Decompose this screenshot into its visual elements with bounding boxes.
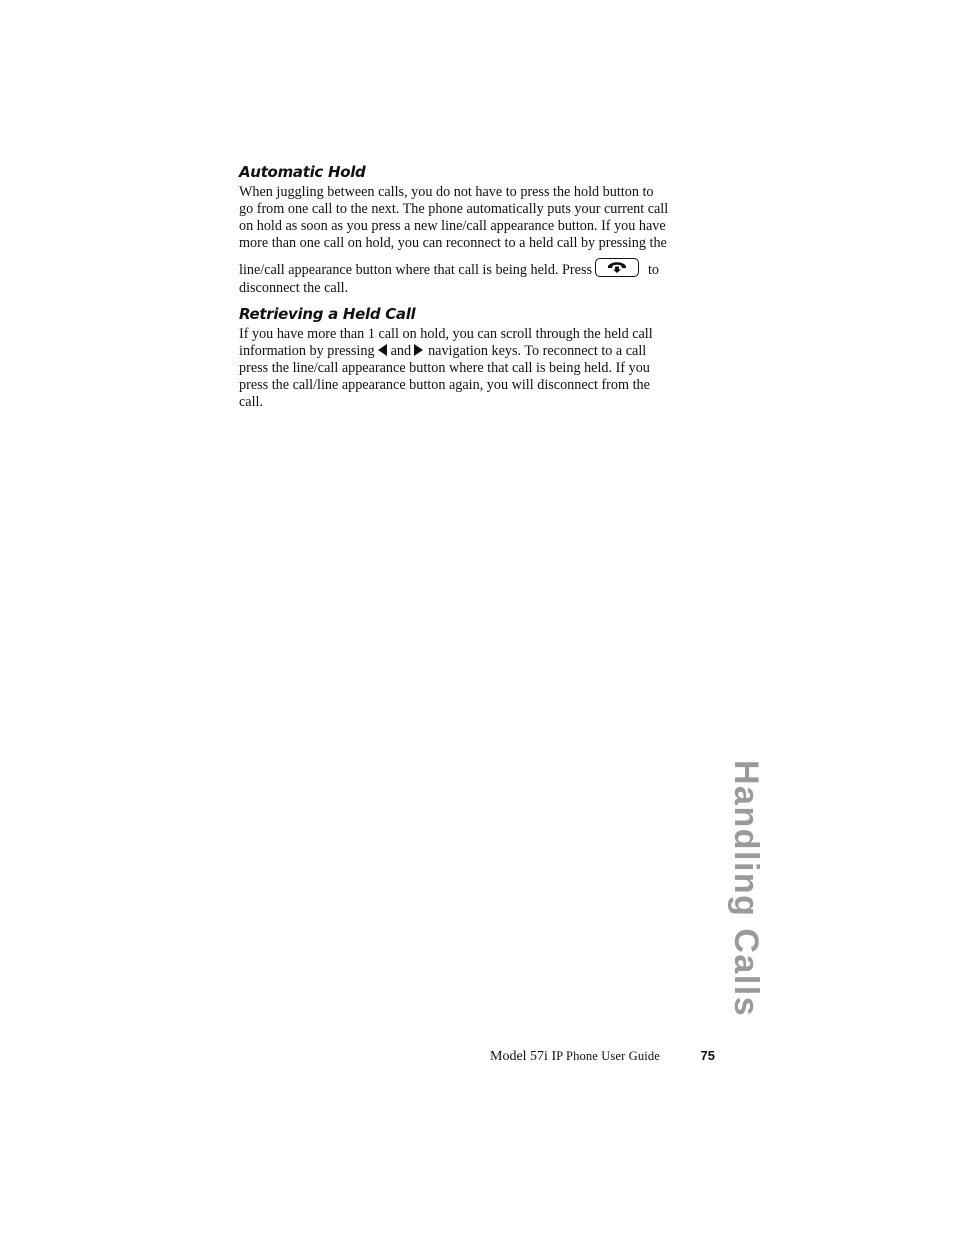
paragraph-line: call. [239, 394, 264, 410]
section-heading-automatic-hold: Automatic Hold [239, 163, 366, 181]
left-arrow-key-icon [378, 344, 387, 356]
section-heading-retrieving-held-call: Retrieving a Held Call [239, 305, 416, 323]
right-arrow-key-icon [414, 344, 423, 356]
retrieving-held-call-section [239, 304, 717, 411]
automatic-hold-paragraph [239, 184, 717, 297]
chapter-title: Handling Calls [727, 760, 765, 1018]
retrieving-held-call-paragraph [239, 326, 717, 411]
press-text: line/call appearance button where that call is being held. Press [239, 262, 592, 278]
after-key-text: to [647, 262, 660, 278]
page-footer [490, 1046, 718, 1066]
paragraph-line: If you have more than 1 call on hold, you can scroll through the held call [239, 326, 653, 342]
footer-guide-title: P Phone User Guide [556, 1049, 660, 1063]
line-text: navigation keys. To reconnect to a call [428, 343, 647, 359]
paragraph-line: When juggling between calls, you do not have to press the hold button to [239, 184, 654, 200]
paragraph-line-with-arrows [239, 343, 717, 360]
paragraph-line: go from one call to the next. The phone automatically puts your current call [239, 201, 669, 217]
paragraph-line: disconnect the call. [239, 280, 349, 296]
paragraph-line: more than one call on hold, you can reconnect to a held call by pressing the [239, 235, 667, 251]
page-content [239, 162, 717, 411]
paragraph-line: press the line/call appearance button where that call is being held. If you [239, 360, 650, 376]
paragraph-line-with-key [239, 256, 717, 280]
footer-model: Model 57i I [490, 1049, 557, 1064]
paragraph-line: on hold as soon as you press a new line/call appearance button. If you have [239, 218, 666, 234]
line-text: and [390, 343, 412, 359]
line-text: information by pressing [239, 343, 375, 359]
chapter-side-tab [727, 760, 765, 1018]
page-number: 75 [700, 1048, 715, 1063]
paragraph-line: press the call/line appearance button again, you will disconnect from the [239, 377, 650, 393]
goodbye-key-icon [595, 258, 639, 277]
